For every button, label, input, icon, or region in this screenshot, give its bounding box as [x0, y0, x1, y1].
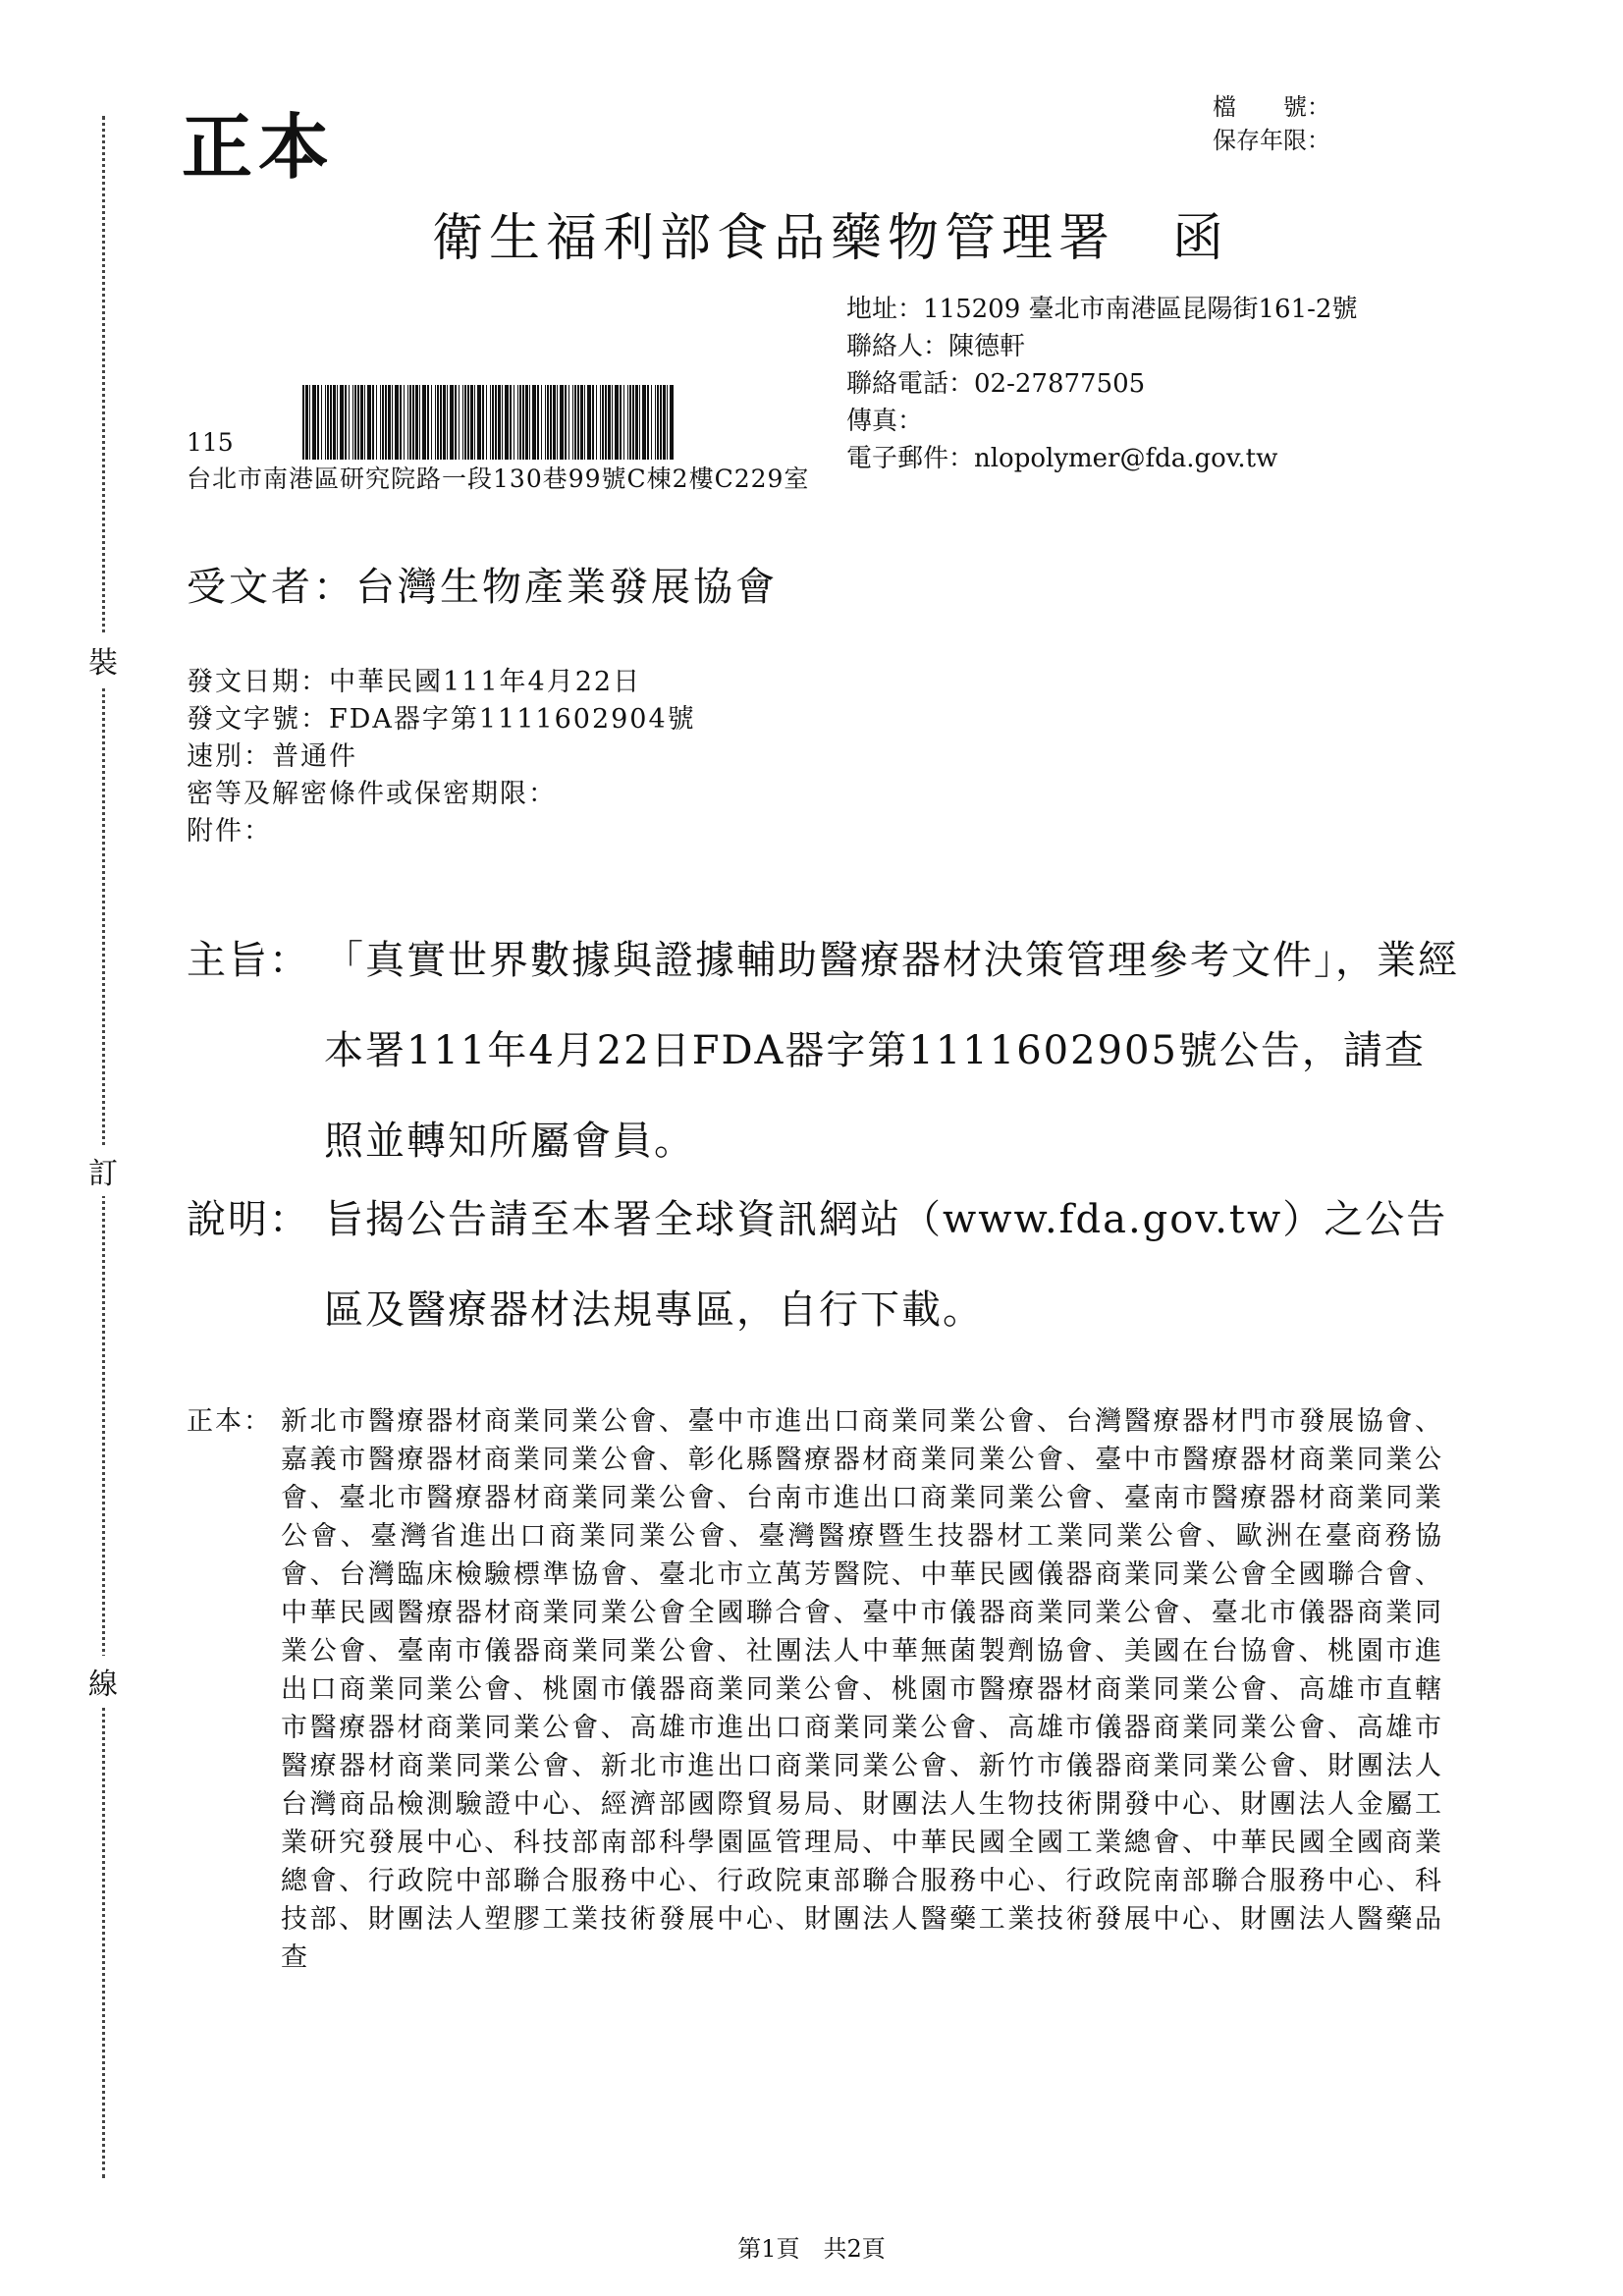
barcode-bar — [464, 385, 466, 460]
barcode-bar — [412, 385, 414, 460]
barcode-bar — [568, 385, 569, 460]
explanation-section — [187, 1175, 1463, 1355]
barcode-bar — [580, 385, 583, 460]
barcode-bar — [635, 385, 638, 460]
barcode-bar — [321, 385, 322, 460]
issue-date: 發文日期：中華民國111年4月22日 — [187, 667, 642, 697]
barcode-bar — [651, 385, 652, 460]
barcode-bar — [470, 385, 473, 460]
delivery-speed: 速別：普通件 — [187, 741, 357, 772]
barcode-bar — [407, 385, 408, 460]
barcode-bar — [382, 385, 384, 460]
barcode-bar — [557, 385, 558, 460]
barcode-bar — [490, 385, 491, 460]
binding-mark-ding: 訂 — [88, 1145, 118, 1196]
cc-recipients: 新北市醫療器材商業同業公會、臺中市進出口商業同業公會、台灣醫療器材門市發展協會、嘉義市醫療器材商業同業公會、彰化縣醫療器材商業同業公會、臺中市醫療器材商業同業公會、臺北市醫療器材商業同業公會、台南市進出口商業同業公會、臺南市醫療器材商業同業公會、臺灣省進出口商業同業公會、臺灣醫療暨生技器材工業同業公會、歐洲在臺商務協會、台灣臨床檢驗標準協會、臺北市立萬芳醫院、中華民國儀器商業同業公會全國聯合會、中華民國醫療器材商業同業公會全國聯合會、臺中市儀器商業同業公會、臺北市儀器商業同業公會、臺南市儀器商業同業公會、社團法人中華無菌製劑協會、美國在台協會、桃園市進出口商業同業公會、桃園市儀器商業同業公會、桃園市醫療器材商業同業公會、高雄市直轄市醫療器材商業同業公會、高雄市進出口商業同業公會、高雄市儀器商業同業公會、高雄市醫療器材商業同業公會、新北市進出口商業同業公會、新竹市儀器商業同業公會、財團法人台灣商品檢測驗證中心、經濟部國際貿易局、財團法人生物技術開發中心、財團法人金屬工業研究發展中心、科技部南部科學園區管理局、中華民國全國工業總會、中華民國全國商業總會、行政院中部聯合服務中心、行政院東部聯合服務中心、行政院南部聯合服務中心、科技部、財團法人塑膠工業技術發展中心、財團法人醫藥工業技術發展中心、財團法人醫藥品查 — [281, 1406, 1443, 1973]
barcode-bar — [380, 385, 381, 460]
barcode-bar — [419, 385, 420, 460]
barcode-bar — [477, 385, 481, 460]
barcode-bar — [422, 385, 426, 460]
barcode-bar — [345, 385, 347, 460]
sender-fax: 傳真： — [846, 407, 924, 436]
barcode-bar — [435, 385, 436, 460]
document-title: 衛生福利部食品藥物管理署 函 — [432, 209, 1230, 268]
barcode-bar — [388, 385, 391, 460]
barcode-bar — [462, 385, 463, 460]
barcode-bar — [667, 385, 668, 460]
barcode-bar — [337, 385, 338, 460]
barcode-bar — [354, 385, 356, 460]
barcode-bar — [642, 385, 646, 460]
barcode-bar — [498, 385, 501, 460]
barcode-bar — [505, 385, 509, 460]
barcode-bar — [495, 385, 497, 460]
barcode-bar — [596, 385, 597, 460]
barcode-bar — [525, 385, 528, 460]
barcode-bar — [447, 385, 448, 460]
receiver-address: 台北市南港區研究院路一段130巷99號C棟2樓C229室 — [187, 465, 810, 493]
file-number-label: 檔 號： — [1213, 93, 1330, 121]
barcode-bar — [459, 385, 460, 460]
barcode-bar — [605, 385, 607, 460]
subject-text: 「真實世界數據與證據輔助醫療器材決策管理參考文件」，業經本署111年4月22日FDA器字第1111602905號公告，請查照並轉知所屬會員。 — [324, 938, 1459, 1164]
barcode-bar — [620, 385, 622, 460]
barcode-bar — [400, 385, 402, 460]
sender-info — [846, 291, 1357, 477]
barcode-bar — [608, 385, 611, 460]
barcode-bar — [537, 385, 539, 460]
barcode-bar — [352, 385, 353, 460]
barcode — [302, 385, 677, 460]
barcode-bar — [639, 385, 640, 460]
explanation-label: 說明： — [187, 1197, 310, 1242]
barcode-bar — [663, 385, 666, 460]
barcode-bar — [519, 385, 521, 460]
barcode-bar — [660, 385, 662, 460]
barcode-bar — [440, 385, 442, 460]
barcode-bar — [404, 385, 405, 460]
barcode-bar — [385, 385, 387, 460]
barcode-bar — [560, 385, 564, 460]
recipient: 受文者：台灣生物產業發展協會 — [187, 565, 778, 610]
barcode-bar — [333, 385, 336, 460]
secrecy-level: 密等及解密條件或保密期限： — [187, 779, 557, 809]
barcode-bar — [450, 385, 454, 460]
barcode-bar — [392, 385, 393, 460]
page-number: 第1頁 共2頁 — [737, 2235, 886, 2263]
document-meta — [187, 664, 696, 850]
barcode-bar — [600, 385, 601, 460]
barcode-bar — [547, 385, 549, 460]
barcode-bar — [632, 385, 634, 460]
barcode-bar — [325, 385, 326, 460]
barcode-bar — [655, 385, 656, 460]
barcode-bar — [395, 385, 399, 460]
receiver-zip: 115 — [187, 428, 234, 457]
barcode-bar — [517, 385, 518, 460]
barcode-bar — [574, 385, 576, 460]
barcode-bar — [409, 385, 411, 460]
barcode-bar — [502, 385, 503, 460]
cc-section — [187, 1402, 1443, 1977]
subject-section — [187, 915, 1463, 1186]
barcode-bar — [629, 385, 631, 460]
barcode-bar — [372, 385, 374, 460]
retention-period-label: 保存年限： — [1213, 127, 1330, 154]
barcode-bar — [522, 385, 524, 460]
barcode-bar — [602, 385, 604, 460]
barcode-bar — [482, 385, 484, 460]
barcode-bar — [529, 385, 530, 460]
barcode-bar — [431, 385, 432, 460]
barcode-bar — [541, 385, 542, 460]
file-info — [1213, 90, 1330, 157]
barcode-bar — [612, 385, 613, 460]
barcode-bar — [486, 385, 487, 460]
barcode-bar — [415, 385, 418, 460]
explanation-text: 旨揭公告請至本署全球資訊網站（www.fda.gov.tw）之公告區及醫療器材法規專區，自行下載。 — [324, 1197, 1448, 1333]
barcode-bar — [349, 385, 350, 460]
barcode-bar — [467, 385, 469, 460]
barcode-bar — [317, 385, 319, 460]
barcode-bar — [312, 385, 316, 460]
cc-label: 正本： — [187, 1406, 272, 1437]
barcode-bar — [455, 385, 457, 460]
barcode-bar — [553, 385, 556, 460]
barcode-bar — [357, 385, 359, 460]
barcode-bar — [340, 385, 344, 460]
barcode-bar — [592, 385, 594, 460]
document-number: 發文字號：FDA器字第1111602904號 — [187, 704, 696, 735]
barcode-bar — [545, 385, 546, 460]
barcode-bar — [510, 385, 512, 460]
barcode-bar — [305, 385, 308, 460]
barcode-bar — [572, 385, 573, 460]
barcode-bar — [550, 385, 552, 460]
original-copy-stamp: 正本 — [182, 105, 336, 189]
binding-mark-xian: 線 — [88, 1656, 118, 1707]
barcode-bar — [492, 385, 494, 460]
attachment: 附件： — [187, 816, 272, 847]
sender-email: 電子郵件：nlopolymer@fda.gov.tw — [846, 444, 1278, 473]
sender-contact: 聯絡人：陳德軒 — [846, 332, 1026, 361]
barcode-bar — [627, 385, 628, 460]
barcode-bar — [376, 385, 377, 460]
barcode-bar — [584, 385, 585, 460]
barcode-bar — [437, 385, 439, 460]
barcode-bar — [623, 385, 624, 460]
barcode-bar — [532, 385, 536, 460]
barcode-bar — [330, 385, 332, 460]
barcode-bar — [309, 385, 310, 460]
barcode-bar — [302, 385, 304, 460]
barcode-bar — [565, 385, 567, 460]
barcode-bar — [615, 385, 619, 460]
sender-phone: 聯絡電話：02-27877505 — [846, 369, 1146, 399]
barcode-bar — [427, 385, 429, 460]
barcode-bar — [577, 385, 579, 460]
subject-label: 主旨： — [187, 938, 310, 983]
barcode-bar — [360, 385, 363, 460]
sender-address: 地址：115209 臺北市南港區昆陽街161-2號 — [846, 295, 1358, 324]
barcode-bar — [474, 385, 475, 460]
barcode-bar — [657, 385, 659, 460]
barcode-bar — [367, 385, 371, 460]
barcode-bar — [443, 385, 446, 460]
barcode-bar — [647, 385, 649, 460]
barcode-bar — [587, 385, 591, 460]
barcode-bar — [327, 385, 329, 460]
barcode-bar — [670, 385, 674, 460]
barcode-bar — [364, 385, 365, 460]
binding-mark-zhuang: 裝 — [88, 634, 118, 685]
